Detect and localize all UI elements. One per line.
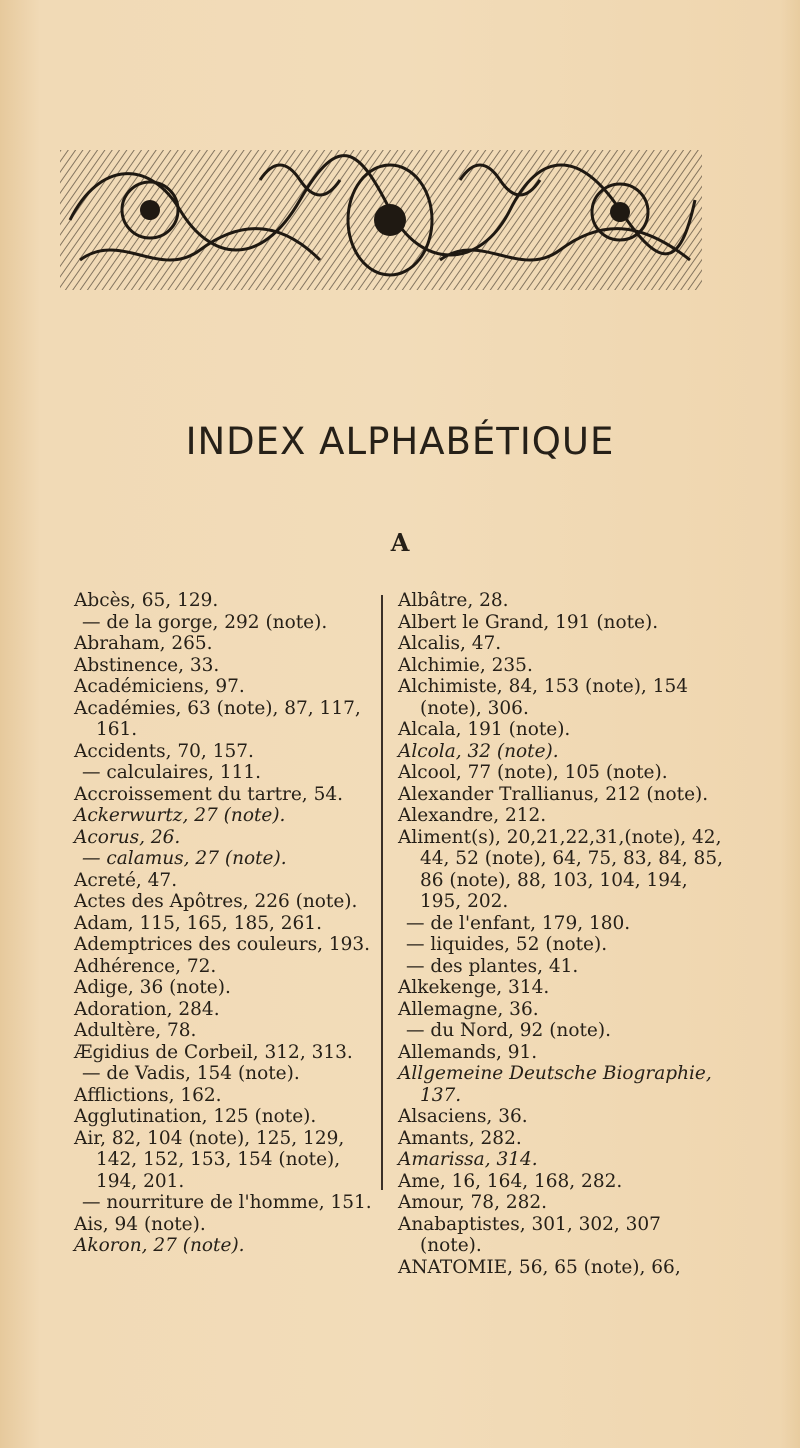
page-title: INDEX ALPHABÉTIQUE <box>185 420 615 463</box>
index-entry: — nourriture de l'homme, 151. <box>82 1192 372 1213</box>
index-entry: — calamus, 27 (note). <box>82 848 287 869</box>
index-entry: — de l'enfant, 179, 180. <box>406 912 631 934</box>
index-entry: Anabaptistes, 301, 302, 307 (note). <box>398 1213 661 1256</box>
index-entry: Ais, 94 (note). <box>74 1213 206 1235</box>
index-entry: Abcès, 65, 129. <box>74 590 219 611</box>
index-entry: Ademptrices des couleurs, 193. <box>74 934 371 955</box>
index-entry: Alcala, 191 (note). <box>398 719 571 740</box>
index-entry: — calculaires, 111. <box>82 762 262 783</box>
index-entry: Acorus, 26. <box>74 826 181 848</box>
index-right-column <box>398 590 728 1278</box>
index-entry: Agglutination, 125 (note). <box>74 1106 317 1127</box>
index-entry: — de Vadis, 154 (note). <box>82 1063 300 1084</box>
index-entry: Alcool, 77 (note), 105 (note). <box>398 762 668 783</box>
index-entry: Alexander Trallianus, 212 (note). <box>398 783 709 805</box>
index-entry: Ame, 16, 164, 168, 282. <box>398 1170 623 1192</box>
column-divider <box>381 595 383 1190</box>
section-letter: A <box>390 528 410 557</box>
index-entry: Amarissa, 314. <box>398 1149 538 1170</box>
index-entry: Ægidius de Corbeil, 312, 313. <box>74 1041 353 1063</box>
index-entry: Afflictions, 162. <box>74 1084 222 1106</box>
index-entry: Académiciens, 97. <box>74 676 245 697</box>
index-entry: Accroissement du tartre, 54. <box>74 783 343 805</box>
index-entry: Allgemeine Deutsche Biographie, 137. <box>398 1063 712 1106</box>
index-entry: Académies, 63 (note), 87, 117, 161. <box>74 697 361 740</box>
index-entry: Air, 82, 104 (note), 125, 129, 142, 152, 153, 154 (note), 194, 201. <box>74 1127 345 1192</box>
index-entry: Adige, 36 (note). <box>74 977 231 998</box>
index-entry: Allemands, 91. <box>398 1041 538 1063</box>
index-entry: Adultère, 78. <box>74 1020 197 1041</box>
index-entry: Alkekenge, 314. <box>398 977 550 998</box>
index-entry: Adam, 115, 165, 185, 261. <box>74 912 322 934</box>
index-entry: — liquides, 52 (note). <box>406 934 608 955</box>
index-entry: — des plantes, 41. <box>406 955 579 977</box>
index-entry: Akoron, 27 (note). <box>74 1235 245 1256</box>
index-entry: Allemagne, 36. <box>398 998 539 1020</box>
index-entry: Amour, 78, 282. <box>398 1192 548 1213</box>
index-left-column <box>74 590 378 1257</box>
index-entry: Ackerwurtz, 27 (note). <box>74 805 286 826</box>
index-entry: Actes des Apôtres, 226 (note). <box>74 891 358 912</box>
index-entry: Accidents, 70, 157. <box>74 740 254 762</box>
index-entry: Abraham, 265. <box>74 633 213 654</box>
index-entry: Alchimie, 235. <box>398 654 533 676</box>
index-entry: Adhérence, 72. <box>74 955 217 977</box>
index-entry: Adoration, 284. <box>74 998 220 1020</box>
index-entry: — du Nord, 92 (note). <box>406 1020 611 1041</box>
index-entry: Alcola, 32 (note). <box>398 740 559 762</box>
index-entry: Alcalis, 47. <box>398 633 502 654</box>
index-entry: Albâtre, 28. <box>398 590 509 611</box>
index-entry: Amants, 282. <box>398 1127 522 1149</box>
index-entry: Alexandre, 212. <box>398 805 547 826</box>
index-entry: Albert le Grand, 191 (note). <box>398 611 659 633</box>
index-entry: Acreté, 47. <box>74 869 178 891</box>
index-entry: — de la gorge, 292 (note). <box>82 611 328 633</box>
index-entry: Alsaciens, 36. <box>398 1106 528 1127</box>
index-entry: Aliment(s), 20,21,22,31,(note), 42, 44, 52 (note), 64, 75, 83, 84, 85, 86 (note), 88, 103, 104, 194, 195, 202. <box>398 826 723 912</box>
index-entry: ANATOMIE, 56, 65 (note), 66, <box>398 1256 681 1278</box>
decorative-headpiece-icon <box>60 140 702 300</box>
index-entry: Alchimiste, 84, 153 (note), 154 (note), 306. <box>398 676 689 719</box>
index-entry: Abstinence, 33. <box>74 654 220 676</box>
